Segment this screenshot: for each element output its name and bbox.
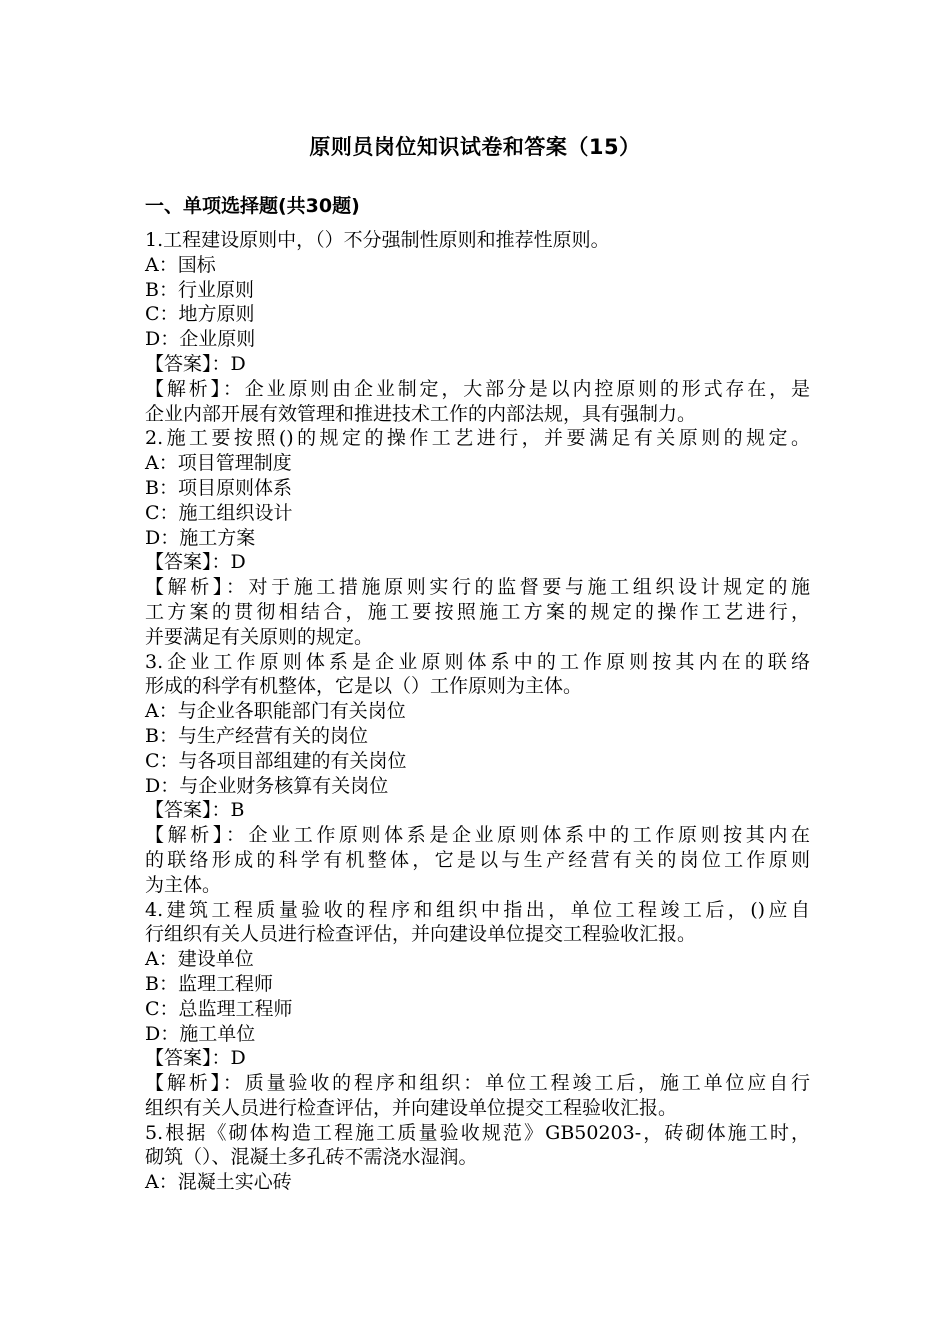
text-line: 形成的科学有机整体，它是以（）工作原则为主体。 xyxy=(145,675,583,698)
option-line: B：项目原则体系 xyxy=(145,476,292,499)
answer-line: 【答案】：D xyxy=(145,352,246,375)
text-line: 4.建筑工程质量验收的程序和组织中指出，单位工程竣工后，()应自 xyxy=(145,898,810,921)
text-line: 3.企业工作原则体系是企业原则体系中的工作原则按其内在的联络 xyxy=(145,650,810,673)
explanation-line: 【解析】：质量验收的程序和组织：单位工程竣工后，施工单位应自行 xyxy=(145,1072,810,1095)
option-line: D：施工单位 xyxy=(145,1022,256,1045)
explanation-line: 组织有关人员进行检查评估，并向建设单位提交工程验收汇报。 xyxy=(145,1096,678,1119)
option-line: C：总监理工程师 xyxy=(145,997,293,1020)
option-line: A：建设单位 xyxy=(145,948,254,971)
text-line: 1.工程建设原则中，（）不分强制性原则和推荐性原则。 xyxy=(145,229,610,251)
option-line: A：与企业各职能部门有关岗位 xyxy=(145,700,406,723)
option-line: D：施工方案 xyxy=(145,526,256,549)
option-line: A：项目管理制度 xyxy=(145,452,292,475)
explanation-line: 【解析】：企业工作原则体系是企业原则体系中的工作原则按其内在 xyxy=(145,824,810,847)
explanation-line: 企业内部开展有效管理和推进技术工作的内部法规，具有强制力。 xyxy=(145,402,697,425)
document-title: 原则员岗位知识试卷和答案（15） xyxy=(309,135,641,159)
answer-line: 【答案】：B xyxy=(145,799,245,822)
option-line: C：施工组织设计 xyxy=(145,501,293,524)
explanation-line: 【解析】：对于施工措施原则实行的监督要与施工组织设计规定的施 xyxy=(145,576,810,599)
option-line: B：监理工程师 xyxy=(145,972,273,995)
text-line: 2.施工要按照()的规定的操作工艺进行，并要满足有关原则的规定。 xyxy=(145,427,810,450)
answer-line: 【答案】：D xyxy=(145,1047,246,1070)
text-line: 行组织有关人员进行检查评估，并向建设单位提交工程验收汇报。 xyxy=(145,923,697,946)
option-line: D：与企业财务核算有关岗位 xyxy=(145,774,389,797)
answer-line: 【答案】：D xyxy=(145,551,246,574)
option-line: B：与生产经营有关的岗位 xyxy=(145,724,368,747)
option-line: C：与各项目部组建的有关岗位 xyxy=(145,749,407,772)
question-list xyxy=(145,228,810,1195)
option-line: A：混凝土实心砖 xyxy=(145,1171,292,1194)
option-line: A：国标 xyxy=(145,253,216,276)
explanation-line: 为主体。 xyxy=(145,873,222,896)
explanation-line: 【解析】：企业原则由企业制定，大部分是以内控原则的形式存在，是 xyxy=(145,377,810,400)
option-line: B：行业原则 xyxy=(145,278,254,301)
option-line: D：企业原则 xyxy=(145,328,256,351)
explanation-line: 的联络形成的科学有机整体，它是以与生产经营有关的岗位工作原则 xyxy=(145,848,810,871)
text-line: 5.根据《砌体构造工程施工质量验收规范》GB50203-，砖砌体施工时， xyxy=(145,1121,810,1144)
text-line: 砌筑（）、混凝土多孔砖不需浇水湿润。 xyxy=(145,1146,478,1169)
explanation-line: 并要满足有关原则的规定。 xyxy=(145,625,374,648)
explanation-line: 工方案的贯彻相结合，施工要按照施工方案的规定的操作工艺进行， xyxy=(145,600,810,623)
section-heading: 一、单项选择题(共30题) xyxy=(145,195,360,217)
option-line: C：地方原则 xyxy=(145,303,255,326)
